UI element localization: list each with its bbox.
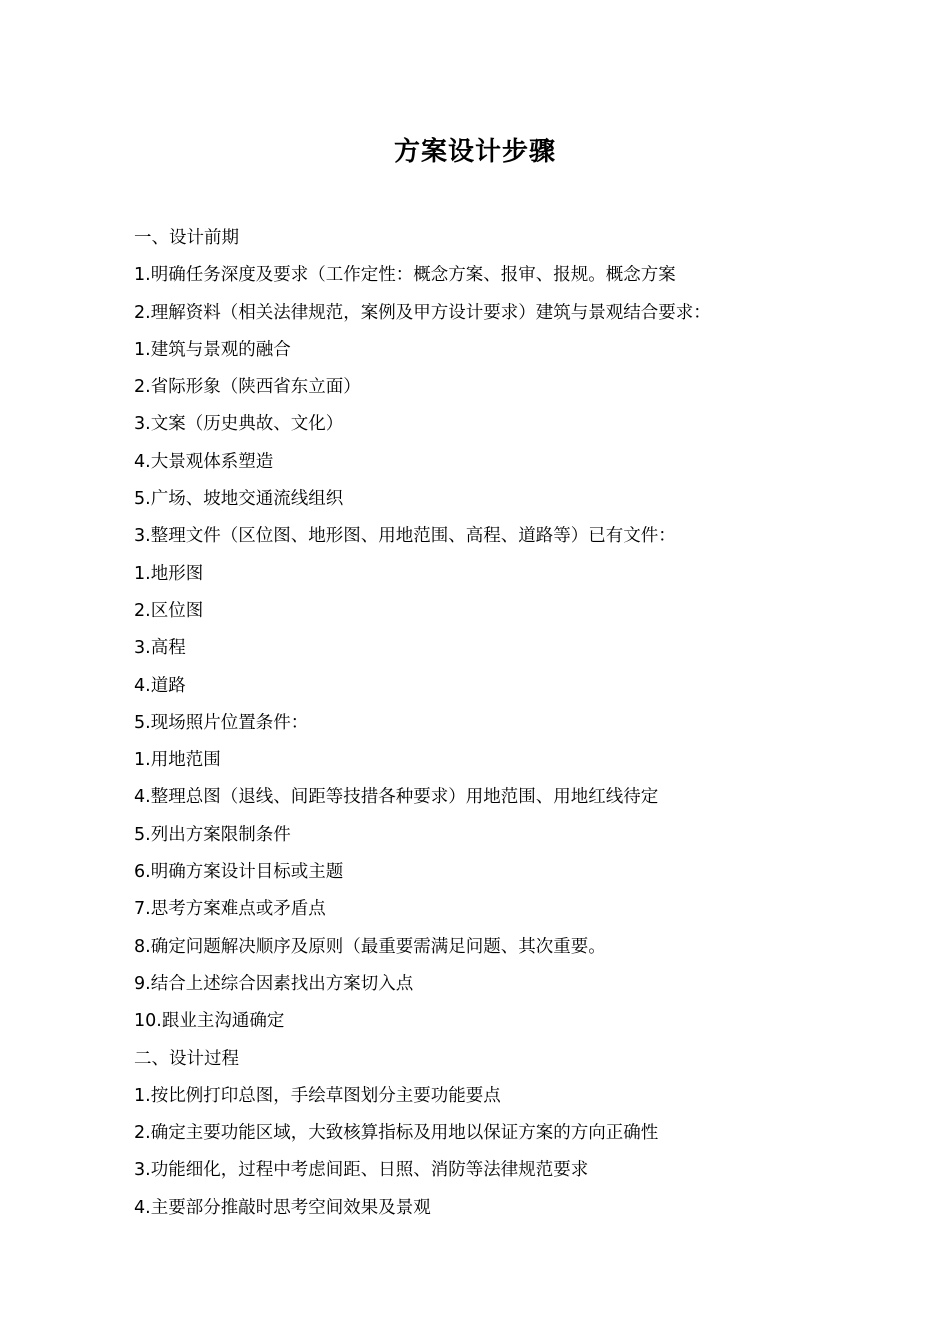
body-line: 10.跟业主沟通确定 — [134, 1011, 285, 1032]
section-heading-design-process: 二、设计过程 — [134, 1048, 239, 1069]
body-line: 8.确定问题解决顺序及原则（最重要需满足问题、其次重要。 — [134, 936, 606, 957]
body-line: 7.思考方案难点或矛盾点 — [134, 899, 326, 920]
body-line: 3.功能细化，过程中考虑间距、日照、消防等法律规范要求 — [134, 1160, 589, 1181]
document-body — [134, 222, 894, 1229]
body-line: 3.整理文件（区位图、地形图、用地范围、高程、道路等）已有文件： — [134, 526, 676, 547]
body-line: 2.区位图 — [134, 600, 204, 621]
body-line: 1.建筑与景观的融合 — [134, 339, 291, 360]
body-line: 4.主要部分推敲时思考空间效果及景观 — [134, 1197, 431, 1218]
body-line: 3.高程 — [134, 638, 186, 659]
body-line: 1.地形图 — [134, 563, 204, 584]
body-line: 2.理解资料（相关法律规范，案例及甲方设计要求）建筑与景观结合要求： — [134, 302, 711, 323]
section-heading-pre-design: 一、设计前期 — [134, 228, 239, 248]
body-line: 1.用地范围 — [134, 750, 221, 771]
document-title: 方案设计步骤 — [393, 137, 556, 167]
body-line: 3.文案（历史典故、文化） — [134, 414, 344, 435]
body-line: 4.整理总图（退线、间距等技措各种要求）用地范围、用地红线待定 — [134, 787, 659, 808]
body-line: 5.列出方案限制条件 — [134, 824, 291, 845]
body-line: 4.大景观体系塑造 — [134, 451, 274, 472]
body-line: 1.按比例打印总图，手绘草图划分主要功能要点 — [134, 1085, 501, 1106]
body-line: 4.道路 — [134, 675, 186, 696]
body-line: 5.广场、坡地交通流线组织 — [134, 489, 344, 510]
body-line: 6.明确方案设计目标或主题 — [134, 862, 344, 883]
body-line: 1.明确任务深度及要求（工作定性：概念方案、报审、报规。概念方案 — [134, 265, 676, 286]
body-line: 9.结合上述综合因素找出方案切入点 — [134, 973, 414, 994]
body-line: 5.现场照片位置条件： — [134, 712, 309, 733]
body-line: 2.省际形象（陕西省东立面） — [134, 377, 361, 398]
body-line: 2.确定主要功能区域，大致核算指标及用地以保证方案的方向正确性 — [134, 1123, 659, 1144]
